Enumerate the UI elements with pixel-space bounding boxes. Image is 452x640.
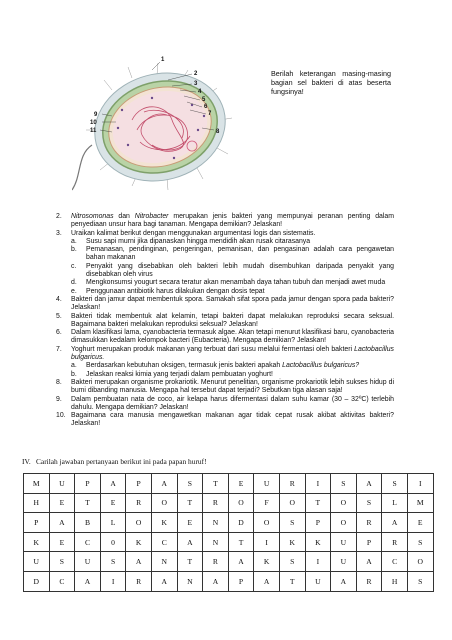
grid-letter-cell[interactable]: A bbox=[100, 474, 126, 494]
grid-letter-cell[interactable]: L bbox=[382, 493, 408, 513]
italic-term: Lactobacillus bulgaricus? bbox=[282, 362, 360, 370]
grid-letter-cell[interactable]: O bbox=[151, 493, 177, 513]
sub-question-letter: a. bbox=[71, 237, 77, 245]
text-run: Berdasarkan kebutuhan oksigen, termasuk jenis bakteri apakah bbox=[86, 362, 283, 370]
grid-letter-cell[interactable]: P bbox=[356, 532, 382, 552]
text-run: Bakteri dan jamur dapat membentuk spora. Samakah sifat spora pada jamur dengan spora pada bakteri? Jelaskan! bbox=[71, 295, 394, 312]
question-number: 2. bbox=[56, 213, 62, 220]
sub-question-text bbox=[86, 362, 394, 370]
sub-question-letter: e. bbox=[71, 287, 77, 295]
question-text bbox=[71, 296, 394, 313]
grid-letter-cell[interactable]: U bbox=[49, 474, 75, 494]
label-2: 2 bbox=[194, 71, 198, 77]
grid-letter-cell[interactable]: B bbox=[75, 513, 101, 533]
grid-letter-cell[interactable]: E bbox=[100, 493, 126, 513]
grid-letter-cell[interactable]: R bbox=[279, 474, 305, 494]
grid-letter-cell[interactable]: N bbox=[151, 552, 177, 572]
sub-question-item bbox=[71, 371, 394, 379]
grid-letter-cell[interactable]: A bbox=[382, 513, 408, 533]
section-iv-text: Carilah jawaban pertanyaan berikut ini pada papan huruf! bbox=[36, 457, 207, 466]
question-number: 6. bbox=[56, 329, 62, 337]
italic-term: Lactobacillus bulgaricus. bbox=[71, 345, 394, 362]
grid-row bbox=[24, 571, 434, 591]
sub-question-text: Penyakit yang disebabkan oleh bakteri lebih mudah disembuhkan daripada penyakit yang disebabkan oleh virus bbox=[86, 262, 394, 279]
grid-letter-cell[interactable]: C bbox=[151, 532, 177, 552]
grid-letter-cell[interactable]: O bbox=[331, 513, 357, 533]
grid-letter-cell[interactable]: T bbox=[203, 474, 229, 494]
question-text bbox=[71, 230, 394, 238]
question-text bbox=[71, 396, 394, 413]
grid-letter-cell[interactable]: R bbox=[382, 532, 408, 552]
grid-letter-cell[interactable]: U bbox=[24, 552, 50, 572]
figure-instruction: Berilah keterangan masing-masing bagian sel bakteri di atas beserta fungsinya! bbox=[271, 69, 391, 96]
sub-question-letter: b. bbox=[71, 246, 77, 254]
grid-letter-cell[interactable]: K bbox=[279, 532, 305, 552]
grid-letter-cell[interactable]: I bbox=[305, 552, 331, 572]
question-number: 7. bbox=[56, 345, 62, 353]
label-4: 4 bbox=[198, 89, 202, 95]
grid-letter-cell[interactable]: E bbox=[49, 532, 75, 552]
grid-letter-cell[interactable]: R bbox=[203, 552, 229, 572]
grid-letter-cell[interactable]: A bbox=[228, 552, 254, 572]
question-item bbox=[56, 313, 394, 330]
grid-letter-cell[interactable]: N bbox=[177, 571, 203, 591]
text-run: dan bbox=[113, 213, 135, 220]
text-run: Bagaimana cara manusia mengawetkan makanan agar tidak cepat rusak akibat aktivitas bakteri? Jelaskan! bbox=[71, 412, 394, 428]
grid-letter-cell[interactable]: P bbox=[228, 571, 254, 591]
grid-letter-cell[interactable]: K bbox=[305, 532, 331, 552]
grid-letter-cell[interactable]: M bbox=[24, 474, 50, 494]
sub-question-item bbox=[71, 238, 394, 246]
grid-letter-cell[interactable]: I bbox=[305, 474, 331, 494]
text-run: Dalam pembuatan nata de coco, air kelapa harus difermentasi dalam suhu kamar (30 – 32ºC) terlebih dahulu. Mengapa demikian? Jelaskan! bbox=[71, 395, 394, 411]
grid-letter-cell[interactable]: N bbox=[203, 513, 229, 533]
grid-letter-cell[interactable]: U bbox=[254, 474, 280, 494]
grid-row bbox=[24, 552, 434, 572]
sub-question-letter: a. bbox=[71, 362, 77, 370]
grid-letter-cell[interactable]: I bbox=[100, 571, 126, 591]
question-item bbox=[56, 296, 394, 313]
question-text bbox=[71, 329, 394, 346]
grid-letter-cell[interactable]: U bbox=[75, 552, 101, 572]
sub-question-item bbox=[71, 362, 394, 370]
grid-letter-cell[interactable]: A bbox=[75, 571, 101, 591]
grid-letter-cell[interactable]: A bbox=[356, 552, 382, 572]
grid-letter-cell[interactable]: A bbox=[203, 571, 229, 591]
grid-letter-cell[interactable]: S bbox=[177, 474, 203, 494]
grid-letter-cell[interactable]: I bbox=[254, 532, 280, 552]
grid-letter-cell[interactable]: R bbox=[126, 493, 152, 513]
sub-question-item bbox=[71, 263, 394, 280]
question-text bbox=[71, 213, 394, 230]
text-run: Bakteri merupakan organisme prokariotik. Menurut penelitian, organisme prokariotik lebih sukses hidup di bumi dibanding manusia. Mengapa hal tersebut dapat terjadi? Sebutkan tiga alasan saja! bbox=[71, 378, 394, 395]
section-iv-number: IV. bbox=[22, 457, 31, 466]
grid-letter-cell[interactable]: 0 bbox=[100, 532, 126, 552]
text-run: Bakteri tidak membentuk alat kelamin, tetapi bakteri dapat melakukan reproduksi secara seksual. Bagaimana bakteri melakukan reproduksi seksual? Jelaskan! bbox=[71, 312, 394, 328]
question-number: 5. bbox=[56, 312, 62, 320]
grid-letter-cell[interactable]: K bbox=[126, 532, 152, 552]
grid-letter-cell[interactable]: E bbox=[177, 513, 203, 533]
grid-letter-cell[interactable]: R bbox=[203, 493, 229, 513]
label-5: 5 bbox=[202, 97, 206, 103]
text-run: Dalam klasifikasi lama, cyanobacteria termasuk algae. Akan tetapi menurut klasifikasi baru, cyanobacteria dimasukkan kedalam kelompok bacteri (Eubacteria). Mengapa demikian? Jelaskan! bbox=[71, 329, 394, 345]
question-number: 8. bbox=[56, 378, 62, 386]
question-text bbox=[71, 379, 394, 396]
grid-letter-cell[interactable]: I bbox=[407, 474, 433, 494]
question-number: 10. bbox=[56, 412, 66, 420]
label-11: 11 bbox=[90, 128, 97, 134]
label-10: 10 bbox=[90, 120, 97, 126]
question-list bbox=[56, 213, 394, 429]
section-iv-heading bbox=[22, 457, 207, 466]
grid-letter-cell[interactable]: U bbox=[331, 552, 357, 572]
sub-question-letter: b. bbox=[71, 370, 77, 378]
label-1: 1 bbox=[161, 57, 165, 63]
question-item bbox=[56, 396, 394, 413]
bacteria-cell-diagram bbox=[72, 50, 247, 200]
grid-letter-cell[interactable]: S bbox=[382, 474, 408, 494]
grid-letter-cell[interactable]: P bbox=[305, 513, 331, 533]
grid-letter-cell[interactable]: O bbox=[279, 493, 305, 513]
label-9: 9 bbox=[94, 112, 98, 118]
grid-letter-cell[interactable]: S bbox=[331, 474, 357, 494]
italic-term: Nitrosomonas bbox=[71, 213, 114, 220]
grid-letter-cell[interactable]: E bbox=[407, 513, 433, 533]
question-item bbox=[56, 412, 394, 429]
sub-question-item bbox=[71, 288, 394, 296]
grid-letter-cell[interactable]: O bbox=[126, 513, 152, 533]
grid-letter-cell[interactable]: K bbox=[151, 513, 177, 533]
grid-letter-cell[interactable]: K bbox=[254, 552, 280, 572]
question-number: 9. bbox=[56, 395, 62, 403]
question-item bbox=[56, 346, 394, 363]
text-run: Yoghurt merupakan produk makanan yang terbuat dari susu melalui fermentasi oleh bakteri bbox=[71, 345, 355, 353]
grid-letter-cell[interactable]: T bbox=[228, 532, 254, 552]
grid-letter-cell[interactable]: A bbox=[254, 571, 280, 591]
grid-letter-cell[interactable]: P bbox=[126, 474, 152, 494]
grid-letter-cell[interactable]: O bbox=[331, 493, 357, 513]
grid-letter-cell[interactable]: C bbox=[382, 552, 408, 572]
grid-letter-cell[interactable]: E bbox=[228, 474, 254, 494]
question-text bbox=[71, 346, 394, 363]
grid-letter-cell[interactable]: D bbox=[24, 571, 50, 591]
grid-letter-cell[interactable]: N bbox=[203, 532, 229, 552]
sub-question-item bbox=[71, 279, 394, 287]
text-run: Uraikan kalimat berikut dengan menggunakan argumentasi logis dan sistematis. bbox=[71, 229, 316, 237]
sub-question-letter: c. bbox=[71, 262, 77, 270]
grid-letter-cell[interactable]: C bbox=[49, 571, 75, 591]
grid-row bbox=[24, 474, 434, 494]
question-text bbox=[71, 412, 394, 429]
question-item bbox=[56, 230, 394, 238]
grid-letter-cell[interactable]: A bbox=[177, 532, 203, 552]
question-item bbox=[56, 329, 394, 346]
grid-letter-cell[interactable]: M bbox=[407, 493, 433, 513]
grid-letter-cell[interactable]: T bbox=[177, 552, 203, 572]
grid-letter-cell[interactable]: O bbox=[228, 493, 254, 513]
sub-question-text: Jelaskan reaksi kimia yang terjadi dalam pembuatan yoghurt! bbox=[86, 370, 273, 378]
grid-letter-cell[interactable]: T bbox=[177, 493, 203, 513]
grid-letter-cell[interactable]: S bbox=[49, 552, 75, 572]
grid-letter-cell[interactable]: S bbox=[279, 552, 305, 572]
label-7: 7 bbox=[208, 111, 212, 117]
sub-question-text: Susu sapi murni jika dipanaskan hingga mendidih akan rusak citarasanya bbox=[86, 237, 311, 245]
grid-letter-cell[interactable]: S bbox=[100, 552, 126, 572]
grid-letter-cell[interactable]: C bbox=[75, 532, 101, 552]
question-item bbox=[56, 213, 394, 230]
grid-letter-cell[interactable]: H bbox=[24, 493, 50, 513]
grid-letter-cell[interactable]: O bbox=[407, 552, 433, 572]
sub-question-text: Penggunaan antibiotik harus dilakukan dengan dosis tepat bbox=[86, 287, 265, 295]
grid-letter-cell[interactable]: U bbox=[331, 532, 357, 552]
grid-letter-cell[interactable]: S bbox=[407, 571, 433, 591]
grid-letter-cell[interactable]: A bbox=[151, 571, 177, 591]
grid-letter-cell[interactable]: A bbox=[356, 474, 382, 494]
grid-letter-cell[interactable]: S bbox=[356, 493, 382, 513]
grid-letter-cell[interactable]: F bbox=[254, 493, 280, 513]
word-search-grid bbox=[23, 473, 434, 592]
label-8: 8 bbox=[216, 129, 220, 135]
grid-letter-cell[interactable]: S bbox=[279, 513, 305, 533]
grid-letter-cell[interactable]: P bbox=[24, 513, 50, 533]
italic-term: Nitrobacter bbox=[134, 213, 169, 220]
sub-question-item bbox=[71, 246, 394, 263]
grid-letter-cell[interactable]: P bbox=[75, 474, 101, 494]
grid-letter-cell[interactable]: A bbox=[331, 571, 357, 591]
grid-row bbox=[24, 513, 434, 533]
grid-letter-cell[interactable]: T bbox=[279, 571, 305, 591]
grid-letter-cell[interactable]: U bbox=[305, 571, 331, 591]
grid-letter-cell[interactable]: O bbox=[254, 513, 280, 533]
grid-letter-cell[interactable]: K bbox=[24, 532, 50, 552]
grid-letter-cell[interactable]: H bbox=[382, 571, 408, 591]
grid-letter-cell[interactable]: S bbox=[407, 532, 433, 552]
sub-question-text: Mengkonsumsi yougurt secara teratur akan menambah daya tahan tubuh dan menjadi awet muda bbox=[86, 279, 386, 287]
grid-letter-cell[interactable]: A bbox=[151, 474, 177, 494]
grid-letter-cell[interactable]: L bbox=[100, 513, 126, 533]
question-number: 4. bbox=[56, 295, 62, 303]
label-6: 6 bbox=[204, 104, 208, 110]
question-item bbox=[56, 379, 394, 396]
text-run: merupakan jenis bakteri yang mempunyai peranan penting dalam penyediaan unsur hara bagi tanaman. Mengapa demikian? Jelaskan! bbox=[71, 213, 394, 229]
grid-letter-cell[interactable]: R bbox=[356, 513, 382, 533]
grid-letter-cell[interactable]: D bbox=[228, 513, 254, 533]
grid-letter-cell[interactable]: E bbox=[49, 493, 75, 513]
grid-letter-cell[interactable]: R bbox=[356, 571, 382, 591]
sub-question-text: Pemanasan, pendinginan, pengeringan, pemanisan, dan pengasinan adalah cara pengawetan bahan makanan bbox=[86, 246, 394, 262]
sub-question-letter: d. bbox=[71, 279, 77, 287]
question-text bbox=[71, 313, 394, 330]
grid-row bbox=[24, 532, 434, 552]
flagellum bbox=[72, 145, 92, 190]
grid-letter-cell[interactable]: A bbox=[49, 513, 75, 533]
label-3: 3 bbox=[194, 81, 198, 87]
grid-letter-cell[interactable]: T bbox=[305, 493, 331, 513]
grid-letter-cell[interactable]: R bbox=[126, 571, 152, 591]
question-number: 3. bbox=[56, 229, 62, 237]
grid-letter-cell[interactable]: T bbox=[75, 493, 101, 513]
grid-letter-cell[interactable]: A bbox=[126, 552, 152, 572]
grid-row bbox=[24, 493, 434, 513]
